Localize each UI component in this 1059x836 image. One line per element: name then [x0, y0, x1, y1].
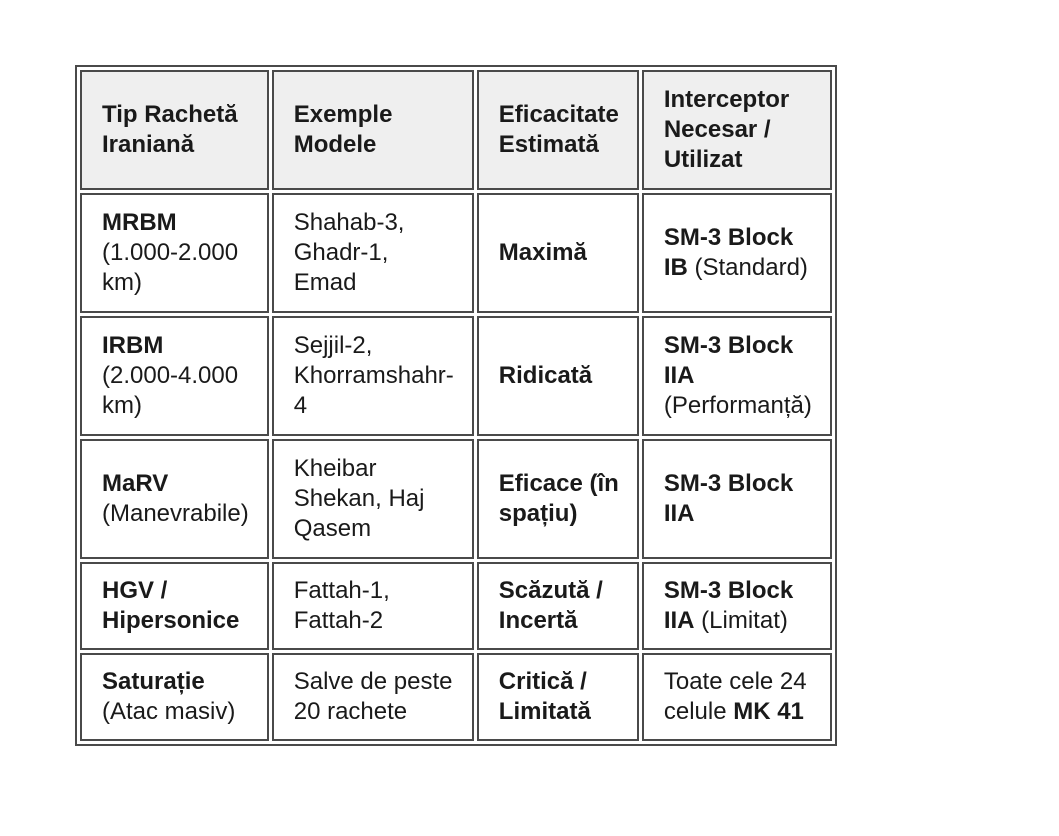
cell-example-models: Sejjil-2, Khorramshahr-4 [272, 316, 474, 436]
cell-example-models: Fattah-1, Fattah-2 [272, 562, 474, 650]
cell-example-models: Shahab-3, Ghadr-1, Emad [272, 193, 474, 313]
cell-efficacy: Scăzută / Incertă [477, 562, 639, 650]
cell-example-models: Salve de peste 20 rachete [272, 653, 474, 741]
cell-example-models: Kheibar Shekan, Haj Qasem [272, 439, 474, 559]
table-row [80, 653, 832, 741]
cell-interceptor: SM-3 Block IIA [642, 439, 832, 559]
cell-efficacy: Ridicată [477, 316, 639, 436]
table-row [80, 439, 832, 559]
table-row [80, 316, 832, 436]
table-row [80, 193, 832, 313]
cell-missile-type: IRBM (2.000-4.000 km) [80, 316, 269, 436]
cell-missile-type: Saturație (Atac masiv) [80, 653, 269, 741]
cell-interceptor: SM-3 Block IB (Standard) [642, 193, 832, 313]
cell-missile-type: MaRV (Manevrabile) [80, 439, 269, 559]
header-estimated-efficacy: Eficacitate Estimată [477, 70, 639, 190]
header-missile-type: Tip Rachetă Iraniană [80, 70, 269, 190]
cell-efficacy: Eficace (în spațiu) [477, 439, 639, 559]
table-header-row [80, 70, 832, 190]
cell-interceptor: SM-3 Block IIA (Limitat) [642, 562, 832, 650]
header-interceptor: Interceptor Necesar / Utilizat [642, 70, 832, 190]
cell-efficacy: Critică / Limitată [477, 653, 639, 741]
cell-missile-type: HGV / Hipersonice [80, 562, 269, 650]
table-row [80, 562, 832, 650]
header-example-models: Exemple Modele [272, 70, 474, 190]
cell-interceptor: Toate cele 24 celule MK 41 [642, 653, 832, 741]
cell-efficacy: Maximă [477, 193, 639, 313]
cell-interceptor: SM-3 Block IIA (Performanță) [642, 316, 832, 436]
missile-interceptor-table [75, 65, 837, 746]
cell-missile-type: MRBM (1.000-2.000 km) [80, 193, 269, 313]
